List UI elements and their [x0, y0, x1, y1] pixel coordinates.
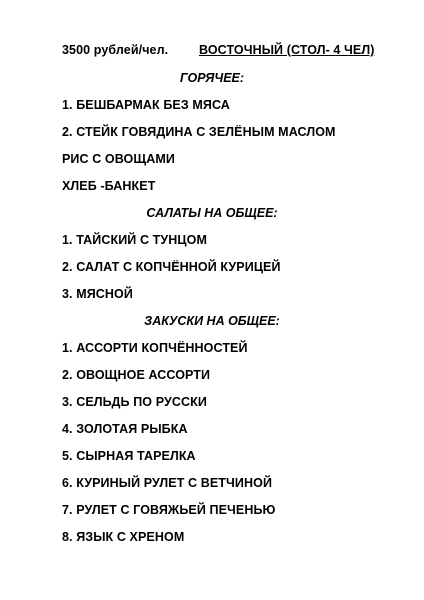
menu-title: ВОСТОЧНЫЙ (СТОЛ- 4 ЧЕЛ) — [199, 43, 375, 57]
menu-item-hot-3: РИС С ОВОЩАМИ — [62, 152, 175, 166]
menu-item-salad-2: 2. САЛАТ С КОПЧЁННОЙ КУРИЦЕЙ — [62, 260, 281, 274]
section-heading-hot: ГОРЯЧЕЕ: — [179, 71, 245, 85]
menu-header — [62, 42, 375, 58]
menu-item-hot-4: ХЛЕБ -БАНКЕТ — [62, 179, 156, 193]
price-per-person: 3500 рублей/чел. — [62, 43, 169, 57]
menu-item-snack-7: 7. РУЛЕТ С ГОВЯЖЬЕЙ ПЕЧЕНЬЮ — [62, 503, 276, 517]
section-heading-snacks: ЗАКУСКИ НА ОБЩЕЕ: — [144, 314, 280, 328]
menu-item-snack-6: 6. КУРИНЫЙ РУЛЕТ С ВЕТЧИНОЙ — [62, 476, 273, 490]
menu-item-snack-5: 5. СЫРНАЯ ТАРЕЛКА — [62, 449, 196, 463]
section-heading-salads: САЛАТЫ НА ОБЩЕЕ: — [146, 206, 278, 220]
menu-item-snack-2: 2. ОВОЩНОЕ АССОРТИ — [62, 368, 211, 382]
menu-item-snack-3: 3. СЕЛЬДЬ ПО РУССКИ — [62, 395, 207, 409]
menu-item-hot-1: 1. БЕШБАРМАК БЕЗ МЯСА — [62, 98, 230, 112]
menu-item-salad-1: 1. ТАЙСКИЙ С ТУНЦОМ — [62, 233, 207, 247]
menu-item-hot-2: 2. СТЕЙК ГОВЯДИНА С ЗЕЛЁНЫМ МАСЛОМ — [62, 125, 336, 139]
menu-item-snack-8: 8. ЯЗЫК С ХРЕНОМ — [62, 530, 185, 544]
menu-item-snack-4: 4. ЗОЛОТАЯ РЫБКА — [62, 422, 188, 436]
menu-item-salad-3: 3. МЯСНОЙ — [62, 287, 133, 301]
menu-item-snack-1: 1. АССОРТИ КОПЧЁННОСТЕЙ — [62, 341, 248, 355]
